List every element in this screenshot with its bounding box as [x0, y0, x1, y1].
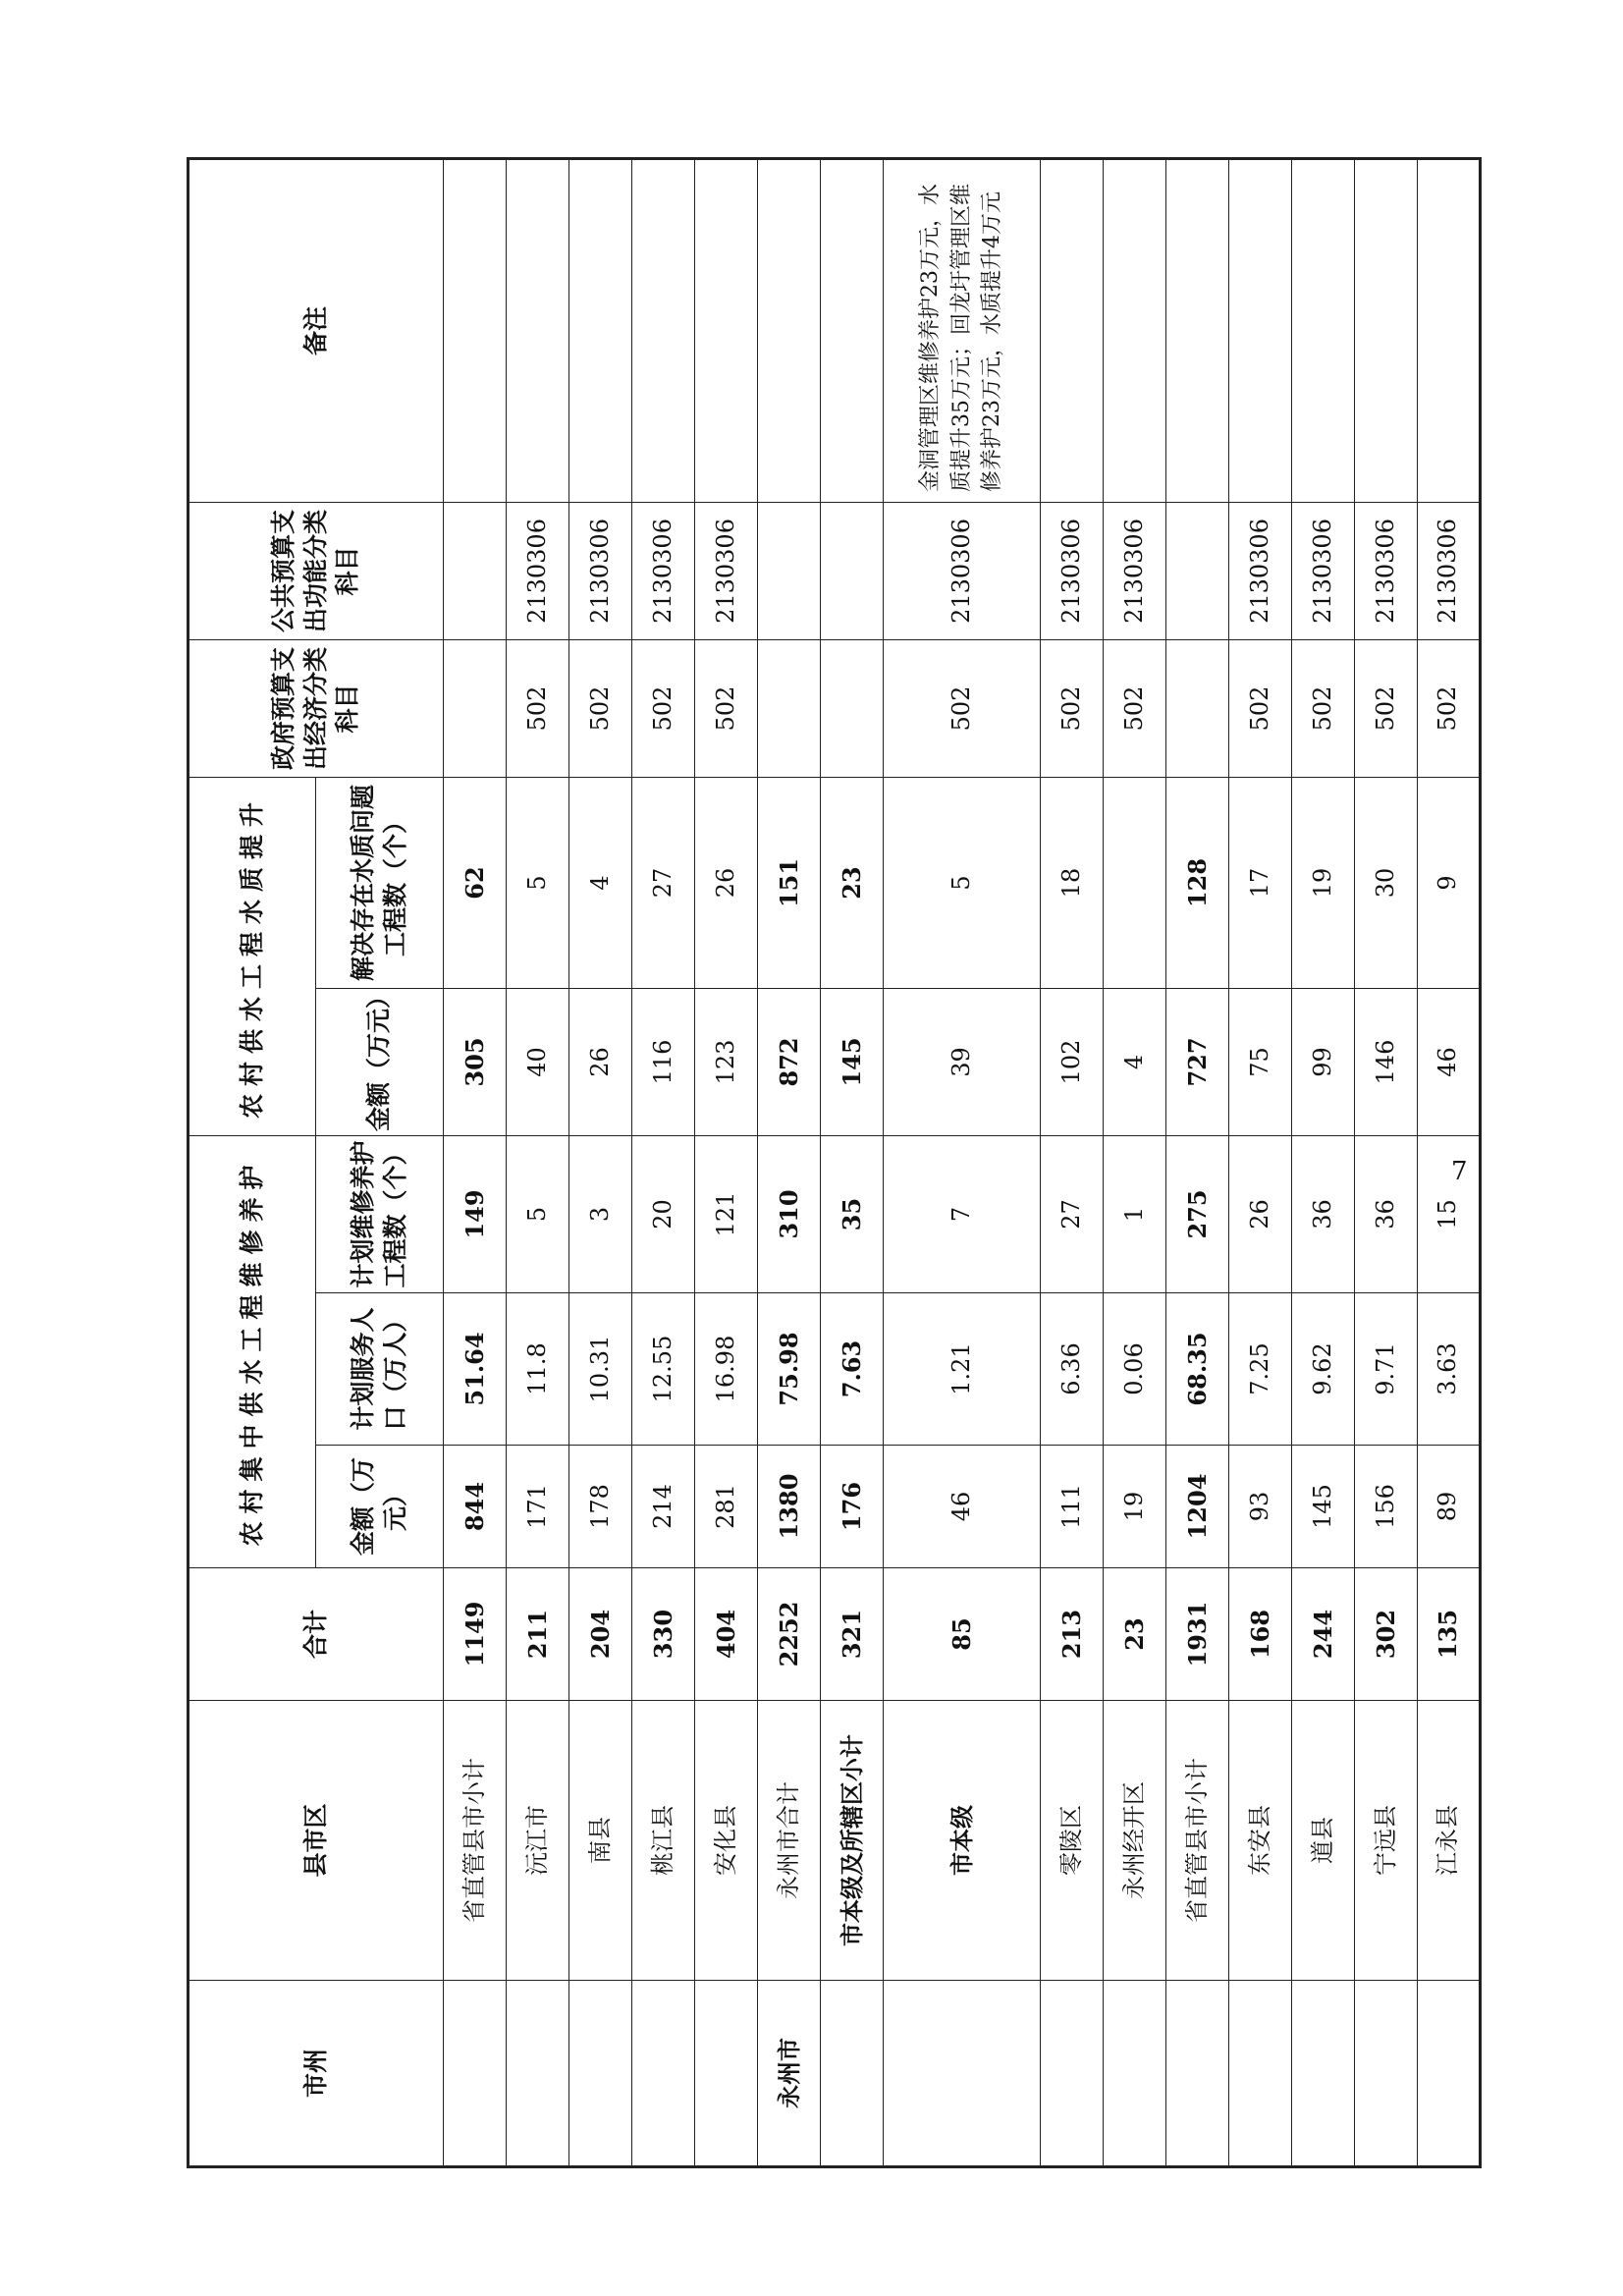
- header-q-projects: 解决存在水质问题工程数（个）: [316, 777, 444, 988]
- cell-pub: 2130306: [695, 502, 758, 639]
- cell-m-amount: 19: [1104, 1446, 1166, 1568]
- cell-m-proj: 3: [569, 1135, 632, 1292]
- cell-m-amount: 171: [507, 1446, 569, 1568]
- header-city: 市州: [189, 1981, 444, 2167]
- cell-remark: [1041, 158, 1104, 502]
- cell-remark: [1166, 158, 1229, 502]
- cell-total: 135: [1418, 1568, 1481, 1701]
- cell-gov: 502: [1229, 639, 1292, 777]
- cell-m-amount: 281: [695, 1446, 758, 1568]
- cell-total: 1149: [444, 1568, 507, 1701]
- table-row: [1292, 158, 1355, 2166]
- cell-m-amount: 156: [1355, 1446, 1418, 1568]
- table-row: [507, 158, 569, 2166]
- table-row: [1166, 158, 1229, 2166]
- cell-m-amount: 1204: [1166, 1446, 1229, 1568]
- cell-q-proj: 18: [1041, 777, 1104, 988]
- cell-city: [507, 1981, 569, 2167]
- cell-m-amount: 176: [821, 1446, 884, 1568]
- cell-q-amount: 39: [884, 988, 1041, 1135]
- budget-table: [187, 157, 1482, 2168]
- cell-total: 302: [1355, 1568, 1418, 1701]
- cell-q-amount: 46: [1418, 988, 1481, 1135]
- cell-q-proj: 62: [444, 777, 507, 988]
- cell-total: 168: [1229, 1568, 1292, 1701]
- cell-m-pop: 0.06: [1104, 1293, 1166, 1446]
- cell-pub: 2130306: [1229, 502, 1292, 639]
- cell-m-pop: 9.62: [1292, 1293, 1355, 1446]
- table-row: [1104, 158, 1166, 2166]
- cell-q-amount: 305: [444, 988, 507, 1135]
- cell-q-proj: 151: [758, 777, 821, 988]
- cell-q-proj: 27: [632, 777, 695, 988]
- cell-q-proj: 26: [695, 777, 758, 988]
- cell-m-proj: 20: [632, 1135, 695, 1292]
- cell-county: 市本级及所辖区小计: [821, 1701, 884, 1981]
- cell-q-amount: 40: [507, 988, 569, 1135]
- cell-q-amount: 26: [569, 988, 632, 1135]
- cell-pub: [758, 502, 821, 639]
- cell-gov: 502: [1041, 639, 1104, 777]
- cell-county: 省直管县市小计: [1166, 1701, 1229, 1981]
- cell-q-proj: 4: [569, 777, 632, 988]
- cell-m-amount: 46: [884, 1446, 1041, 1568]
- cell-remark: [1104, 158, 1166, 502]
- table-row: [632, 158, 695, 2166]
- cell-city: [1166, 1981, 1229, 2167]
- cell-remark: [1229, 158, 1292, 502]
- cell-q-amount: 75: [1229, 988, 1292, 1135]
- cell-pub: [444, 502, 507, 639]
- cell-city: [1292, 1981, 1355, 2167]
- cell-q-amount: 116: [632, 988, 695, 1135]
- cell-q-amount: 872: [758, 988, 821, 1135]
- cell-gov: 502: [1418, 639, 1481, 777]
- cell-gov: 502: [632, 639, 695, 777]
- cell-m-pop: 68.35: [1166, 1293, 1229, 1446]
- cell-m-amount: 111: [1041, 1446, 1104, 1568]
- cell-m-proj: 310: [758, 1135, 821, 1292]
- cell-q-amount: 4: [1104, 988, 1166, 1135]
- table-row: [1355, 158, 1418, 2166]
- cell-gov: [444, 639, 507, 777]
- cell-county: 宁远县: [1355, 1701, 1418, 1981]
- cell-remark: [632, 158, 695, 502]
- cell-gov: 502: [569, 639, 632, 777]
- cell-pub: 2130306: [1418, 502, 1481, 639]
- cell-m-proj: 149: [444, 1135, 507, 1292]
- cell-county: 南县: [569, 1701, 632, 1981]
- cell-pub: [1166, 502, 1229, 639]
- cell-total: 330: [632, 1568, 695, 1701]
- rotated-page: [187, 160, 1463, 2168]
- cell-total: 211: [507, 1568, 569, 1701]
- cell-remark: [695, 158, 758, 502]
- cell-city: [1355, 1981, 1418, 2167]
- header-pub-code: 公共预算支出功能分类科目: [189, 502, 444, 639]
- cell-m-amount: 214: [632, 1446, 695, 1568]
- cell-gov: [758, 639, 821, 777]
- cell-q-amount: 102: [1041, 988, 1104, 1135]
- cell-gov: [821, 639, 884, 777]
- cell-city: [1041, 1981, 1104, 2167]
- cell-q-amount: 123: [695, 988, 758, 1135]
- header-gov-code: 政府预算支出经济分类科目: [189, 639, 444, 777]
- cell-total: 1931: [1166, 1568, 1229, 1701]
- table-row: [1229, 158, 1292, 2166]
- header-remark: 备注: [189, 158, 444, 502]
- header-m-projects: 计划维修养护工程数（个）: [316, 1135, 444, 1292]
- cell-county: 桃江县: [632, 1701, 695, 1981]
- cell-m-proj: 275: [1166, 1135, 1229, 1292]
- cell-county: 永州市合计: [758, 1701, 821, 1981]
- cell-city: [1418, 1981, 1481, 2167]
- cell-m-pop: 7.63: [821, 1293, 884, 1446]
- header-m-amount: 金额（万元）: [316, 1446, 444, 1568]
- cell-q-proj: 5: [884, 777, 1041, 988]
- cell-county: 东安县: [1229, 1701, 1292, 1981]
- cell-q-proj: 19: [1292, 777, 1355, 988]
- cell-total: 404: [695, 1568, 758, 1701]
- cell-m-pop: 6.36: [1041, 1293, 1104, 1446]
- cell-pub: 2130306: [1292, 502, 1355, 639]
- cell-m-pop: 51.64: [444, 1293, 507, 1446]
- cell-q-proj: 30: [1355, 777, 1418, 988]
- cell-m-proj: 36: [1355, 1135, 1418, 1292]
- cell-city: [821, 1981, 884, 2167]
- cell-m-proj: 15: [1418, 1135, 1481, 1292]
- cell-county: 永州经开区: [1104, 1701, 1166, 1981]
- cell-city: [884, 1981, 1041, 2167]
- cell-total: 213: [1041, 1568, 1104, 1701]
- table-row: [1041, 158, 1104, 2166]
- cell-m-pop: 1.21: [884, 1293, 1041, 1446]
- cell-city: [632, 1981, 695, 2167]
- cell-m-pop: 11.8: [507, 1293, 569, 1446]
- cell-county: 沅江市: [507, 1701, 569, 1981]
- cell-pub: 2130306: [569, 502, 632, 639]
- cell-m-amount: 844: [444, 1446, 507, 1568]
- header-q-amount: 金额（万元）: [316, 988, 444, 1135]
- cell-m-pop: 10.31: [569, 1293, 632, 1446]
- cell-city: [695, 1981, 758, 2167]
- header-quality: 农村供水工程水质提升: [189, 777, 316, 1135]
- cell-m-proj: 35: [821, 1135, 884, 1292]
- cell-city: [1229, 1981, 1292, 2167]
- cell-q-proj: 5: [507, 777, 569, 988]
- cell-q-proj: 128: [1166, 777, 1229, 988]
- cell-m-amount: 1380: [758, 1446, 821, 1568]
- cell-q-amount: 145: [821, 988, 884, 1135]
- cell-pub: 2130306: [507, 502, 569, 639]
- table-row: [821, 158, 884, 2166]
- cell-m-pop: 7.25: [1229, 1293, 1292, 1446]
- cell-gov: 502: [884, 639, 1041, 777]
- cell-city: [1104, 1981, 1166, 2167]
- cell-m-pop: 3.63: [1418, 1293, 1481, 1446]
- cell-m-pop: 12.55: [632, 1293, 695, 1446]
- table-row: [569, 158, 632, 2166]
- cell-pub: [821, 502, 884, 639]
- cell-m-proj: 1: [1104, 1135, 1166, 1292]
- cell-gov: [1166, 639, 1229, 777]
- cell-gov: 502: [695, 639, 758, 777]
- table-row: [444, 158, 507, 2166]
- cell-pub: 2130306: [1355, 502, 1418, 639]
- cell-pub: 2130306: [632, 502, 695, 639]
- cell-m-pop: 75.98: [758, 1293, 821, 1446]
- cell-q-amount: 146: [1355, 988, 1418, 1135]
- cell-remark: [758, 158, 821, 502]
- cell-county: 市本级: [884, 1701, 1041, 1981]
- cell-m-proj: 26: [1229, 1135, 1292, 1292]
- cell-remark: [569, 158, 632, 502]
- cell-remark: [507, 158, 569, 502]
- cell-county: 安化县: [695, 1701, 758, 1981]
- cell-remark: [821, 158, 884, 502]
- cell-gov: 502: [1355, 639, 1418, 777]
- cell-m-proj: 27: [1041, 1135, 1104, 1292]
- cell-county: 道县: [1292, 1701, 1355, 1981]
- cell-total: 85: [884, 1568, 1041, 1701]
- cell-city: 永州市: [758, 1981, 821, 2167]
- cell-remark: [1292, 158, 1355, 502]
- cell-q-proj: [1104, 777, 1166, 988]
- cell-m-proj: 36: [1292, 1135, 1355, 1292]
- cell-city: [569, 1981, 632, 2167]
- cell-pub: 2130306: [1041, 502, 1104, 639]
- cell-remark: [1355, 158, 1418, 502]
- cell-q-amount: 727: [1166, 988, 1229, 1135]
- header-row-1: [189, 158, 316, 2166]
- cell-pub: 2130306: [884, 502, 1041, 639]
- cell-county: 省直管县市小计: [444, 1701, 507, 1981]
- cell-m-amount: 89: [1418, 1446, 1481, 1568]
- cell-county: 江永县: [1418, 1701, 1481, 1981]
- header-county: 县市区: [189, 1701, 444, 1981]
- cell-total: 204: [569, 1568, 632, 1701]
- cell-county: 零陵区: [1041, 1701, 1104, 1981]
- cell-q-proj: 9: [1418, 777, 1481, 988]
- cell-q-proj: 17: [1229, 777, 1292, 988]
- cell-gov: 502: [1104, 639, 1166, 777]
- cell-gov: 502: [507, 639, 569, 777]
- cell-m-amount: 145: [1292, 1446, 1355, 1568]
- table-row: [695, 158, 758, 2166]
- cell-total: 2252: [758, 1568, 821, 1701]
- cell-remark: 金洞管理区维修养护23万元，水质提升35万元；回龙圩管理区维修养护23万元，水质提升4万元: [884, 158, 1041, 502]
- table-row: [758, 158, 821, 2166]
- cell-remark: [444, 158, 507, 502]
- header-maintenance: 农村集中供水工程维修养护: [189, 1135, 316, 1567]
- cell-m-amount: 93: [1229, 1446, 1292, 1568]
- cell-q-amount: 99: [1292, 988, 1355, 1135]
- header-total: 合计: [189, 1568, 444, 1701]
- cell-m-proj: 5: [507, 1135, 569, 1292]
- cell-m-pop: 9.71: [1355, 1293, 1418, 1446]
- cell-m-pop: 16.98: [695, 1293, 758, 1446]
- cell-total: 321: [821, 1568, 884, 1701]
- cell-remark: [1418, 158, 1481, 502]
- cell-total: 23: [1104, 1568, 1166, 1701]
- cell-m-amount: 178: [569, 1446, 632, 1568]
- cell-pub: 2130306: [1104, 502, 1166, 639]
- cell-city: [444, 1981, 507, 2167]
- table-row: [884, 158, 1041, 2166]
- cell-m-proj: 7: [884, 1135, 1041, 1292]
- table-row: [1418, 158, 1481, 2166]
- cell-q-proj: 23: [821, 777, 884, 988]
- cell-gov: 502: [1292, 639, 1355, 777]
- cell-total: 244: [1292, 1568, 1355, 1701]
- cell-m-proj: 121: [695, 1135, 758, 1292]
- page-number: 7: [1451, 1157, 1468, 1186]
- header-m-population: 计划服务人口（万人）: [316, 1293, 444, 1446]
